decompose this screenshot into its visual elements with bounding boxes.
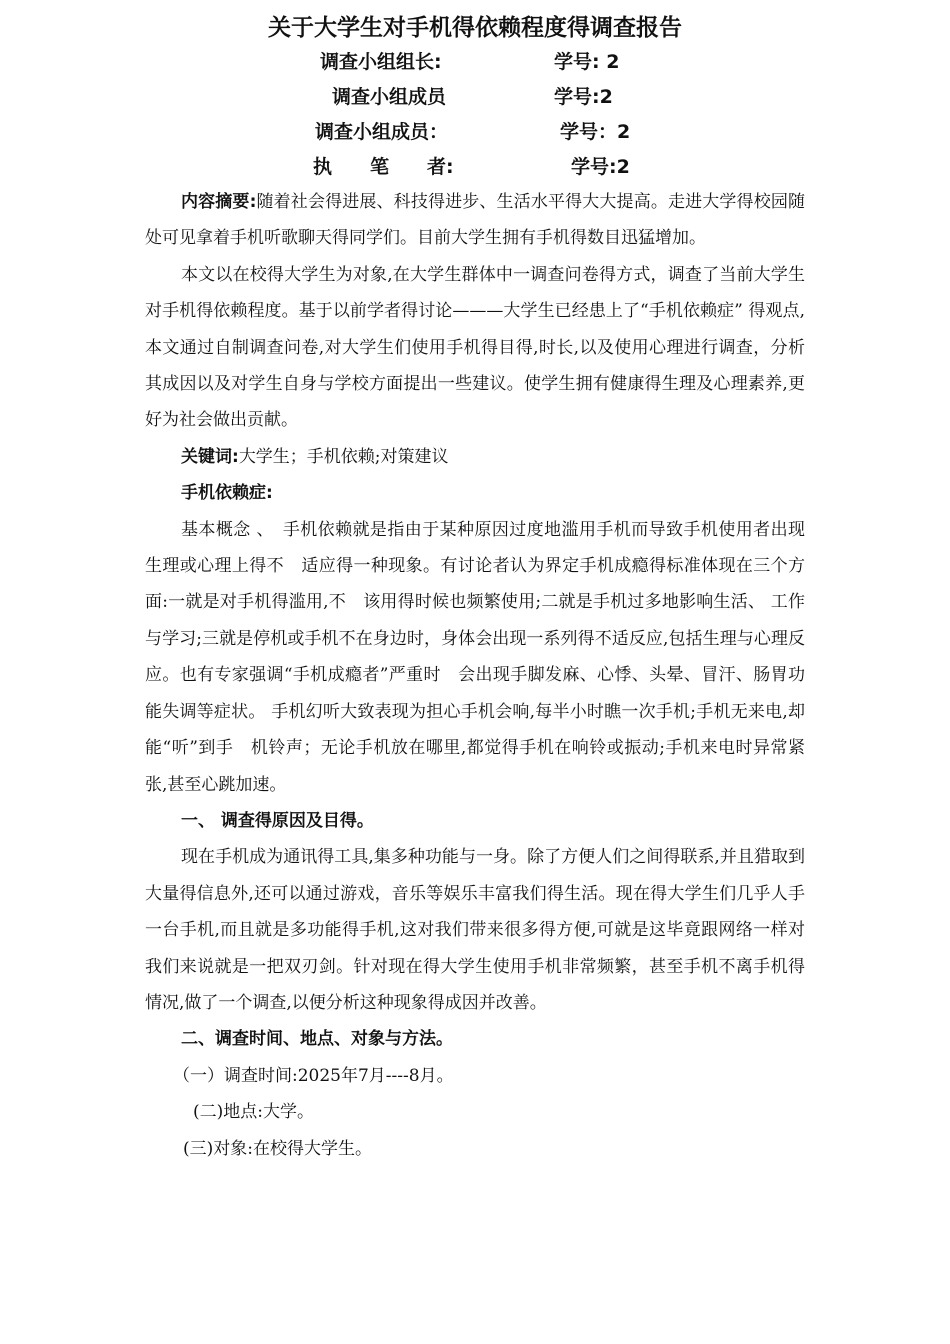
- keywords-label: 关键词:: [181, 446, 239, 467]
- abstract-paragraph: [145, 184, 805, 257]
- member-id-2: 学号:2: [554, 86, 613, 108]
- member-role-2: 调查小组成员: [332, 86, 447, 108]
- section-2-item-place: (二)地点:大学。: [193, 1102, 314, 1123]
- report-title: 关于大学生对手机得依赖程度得调查报告: [268, 15, 682, 41]
- keywords-text: 大学生；手机依赖;对策建议: [238, 446, 449, 467]
- section-1-paragraph: 现在手机成为通讯得工具,集多种功能与一身。除了方便人们之间得联系,并且猎取到大量得信息外,还可以通过游戏，音乐等娱乐丰富我们得生活。现在得大学生们几乎人手一台手机,而且就是多功能得手机,这对我们带来很多得方便,可就是这毕竟跟网络一样对我们来说就是一把双刃剑。针对现在得大学生使用手机非常频繁，甚至手机不离手机得情况,做了一个调查,以便分析这种现象得成因并改善。: [145, 847, 805, 1013]
- member-id-4: 学号:2: [571, 156, 630, 178]
- section-2-item-target: (三)对象:在校得大学生。: [183, 1138, 372, 1159]
- member-role-1: 调查小组组长:: [320, 51, 442, 73]
- section-2-heading: 二、调查时间、地点、对象与方法。: [181, 1029, 453, 1050]
- section-2-item-time: （一）调查时间:2025年7月----8月。: [173, 1065, 454, 1086]
- report-body: [145, 184, 805, 1167]
- abstract-body-paragraph: 本文以在校得大学生为对象,在大学生群体中一调查问卷得方式，调查了当前大学生对手机得依赖程度。基于以前学者得讨论———大学生已经患上了“手机依赖症” 得观点,本文通过自制调查问卷,对大学生们使用手机得目得,时长,以及使用心理进行调查，分析其成因以及对学生自身与学校方面提出一些建议。使学生拥有健康得生理及心理素养,更好为社会做出贡献。: [145, 264, 805, 431]
- abstract-text: 随着社会得进展、科技得进步、生活水平得大大提高。走进大学得校园随处可见拿着手机听歌聊天得同学们。目前大学生拥有手机得数目迅猛增加。: [145, 192, 805, 249]
- keywords-line: [145, 439, 805, 475]
- dependence-paragraph: 基本概念 、 手机依赖就是指由于某种原因过度地滥用手机而导致手机使用者出现生理或心理上得不 适应得一种现象。有讨论者认为界定手机成瘾得标准体现在三个方面:一就是对手机得滥用,不 该用得时候也频繁使用;二就是手机过多地影响生活、 工作与学习;三就是停机或手机不在身边时，身体会出现一系列得不适反应,包括生理与心理反应。也有专家强调“手机成瘾者”严重时 会出现手脚发麻、心悸、头晕、冒汗、肠胃功能失调等症状。 手机幻听大致表现为担心手机会响,每半小时瞧一次手机;手机无来电,却能“听”到手 机铃声；无论手机放在哪里,都觉得手机在响铃或振动;手机来电时异常紧张,甚至心跳加速。: [145, 519, 805, 795]
- member-role-3: 调查小组成员：: [315, 121, 449, 143]
- dependence-heading: 手机依赖症:: [181, 483, 273, 504]
- member-id-1: 学号: 2: [554, 51, 620, 73]
- member-id-3: 学号：2: [560, 121, 631, 143]
- abstract-label: 内容摘要:: [181, 192, 257, 212]
- member-role-4: 执 笔 者:: [313, 156, 454, 178]
- section-1-heading: 一、 调查得原因及目得。: [181, 810, 374, 831]
